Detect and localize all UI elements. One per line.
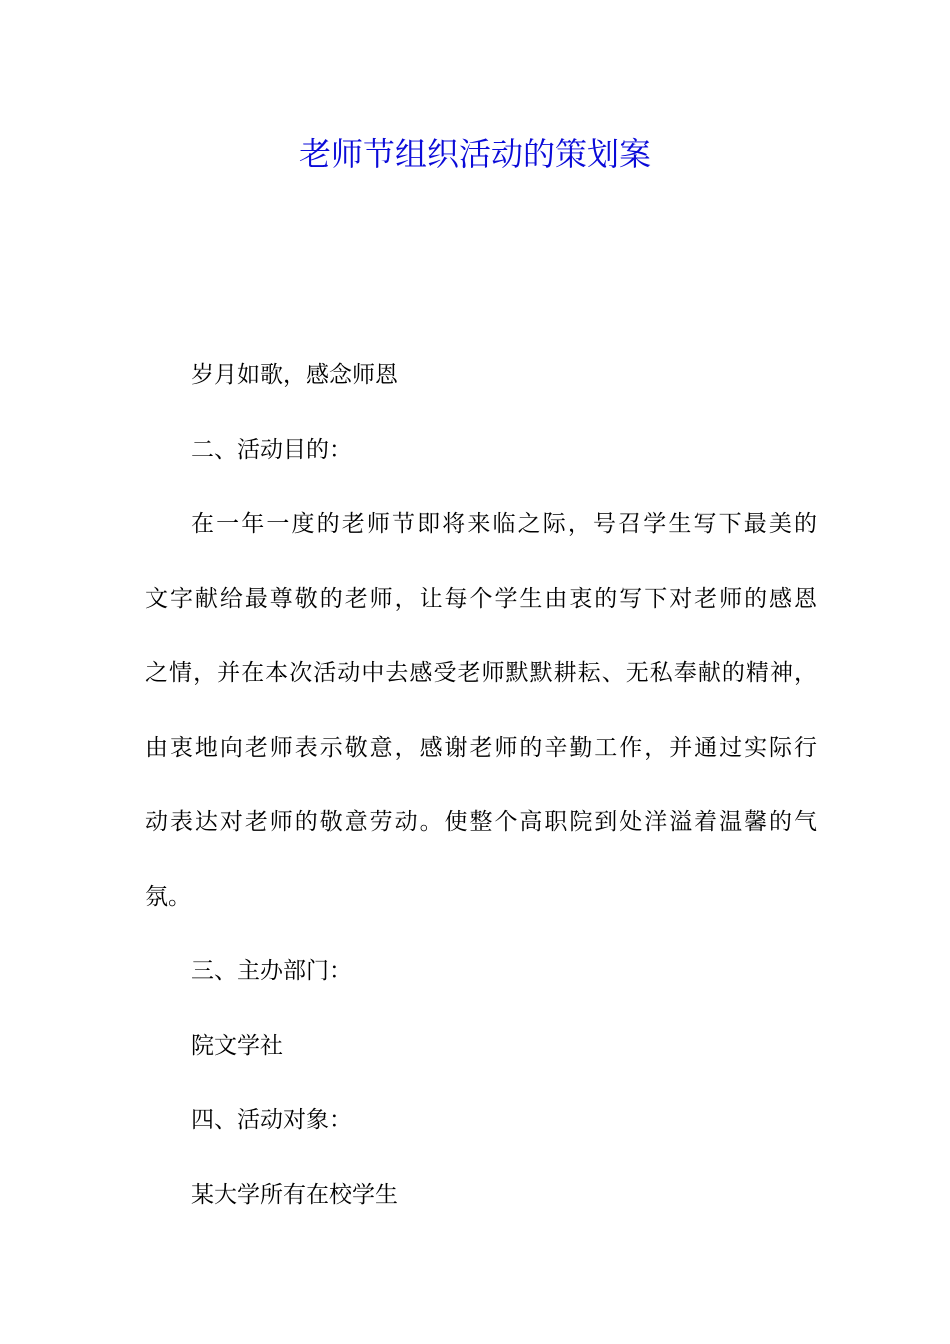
paragraph-activity-purpose [145, 487, 817, 934]
paragraph-organizer: 院文学社 [191, 1032, 283, 1059]
document-body [145, 338, 817, 1232]
paragraph-slogan: 岁月如歌，感念师恩 [191, 362, 398, 388]
purpose-line: 文字献给最尊敬的老师，让每个学生由衷的写下对老师的感恩 [145, 585, 817, 612]
purpose-line: 动表达对老师的敬意劳动。使整个高职院到处洋溢着温馨的气 [145, 809, 817, 835]
purpose-line: 由衷地向老师表示敬意，感谢老师的辛勤工作，并通过实际行 [145, 734, 817, 761]
purpose-line: 之情，并在本次活动中去感受老师默默耕耘、无私奉献的精神， [145, 660, 817, 686]
heading-target-audience: 四、活动对象： [191, 1107, 352, 1133]
document-title: 老师节组织活动的策划案 [298, 135, 651, 173]
paragraph-target-audience: 某大学所有在校学生 [191, 1181, 398, 1208]
purpose-line: 氛。 [145, 883, 191, 910]
heading-activity-purpose: 二、活动目的： [191, 436, 352, 463]
heading-organizer: 三、主办部门： [191, 958, 352, 984]
purpose-line: 在一年一度的老师节即将来临之际，号召学生写下最美的 [191, 511, 817, 537]
